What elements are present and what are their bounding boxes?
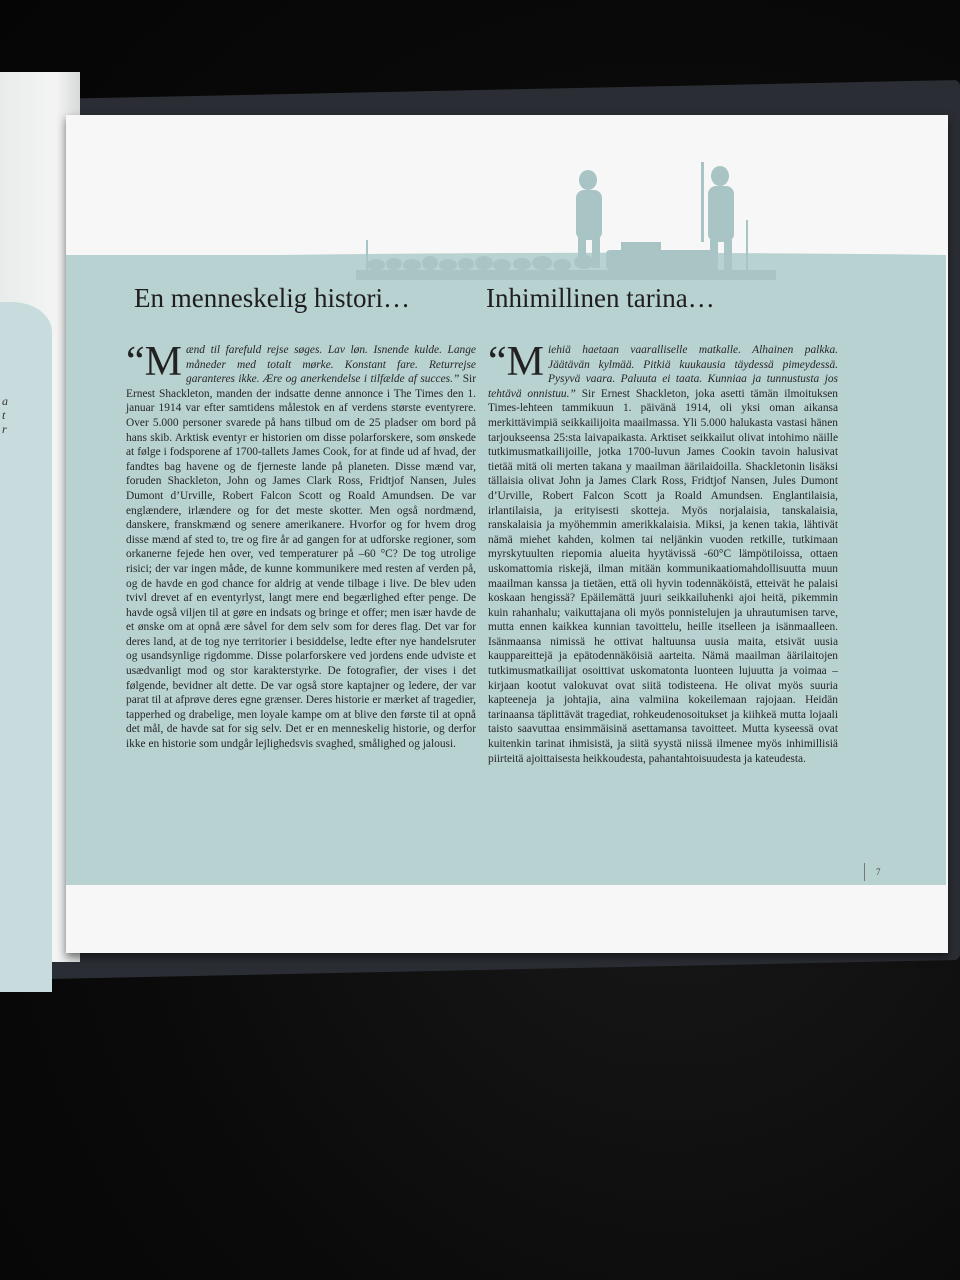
book-page <box>66 115 948 953</box>
page-number-divider <box>864 863 865 881</box>
danish-dropcap: “M <box>126 339 183 385</box>
heading-finnish: Inhimillinen tarina… <box>486 283 715 313</box>
danish-text-column <box>126 339 476 752</box>
left-page-text-fragment: t <box>2 408 6 422</box>
finnish-shackleton-quote: iehiä haetaan vaaralliselle matkalle. Alhainen palkka. Jäätävän kylmää. Pitkiä kuukausia täydessä pimeydessä. Pysyvä vaara. Paluuta ei taata. Kunniaa ja tunnustusta jos tehtävä onnistuu.” <box>488 344 838 400</box>
finnish-text-column <box>488 339 839 766</box>
heading-danish: En menneskelig histori… <box>134 283 410 313</box>
page-number: 7 <box>876 867 881 877</box>
danish-body-text: Sir Ernest Shackleton, manden der indsatte denne annonce i The Times den 1. januar 1914 var efter samtidens målestok en af verdens største eventyrere. Over 5.000 personer svarede på hans tilbud om de 25 pladser om bord på hans skib. Arktisk eventyr er historien om disse polarforskere, som ønskede at følge i fodsporene af 1700-tallets James Cook, for at finde ud af hvad, der fandtes bag havene og de fjerneste lande på planeten. Disse mænd var, foruden Shackleton, John og James Clark Ross, Fridtjof Nansen, Jules Dumont d’Urville, Robert Falcon Scott og Roald Amundsen. De var englændere, irlændere og for det meste skotter. Men også nordmænd, danskere, franskmænd og senere amerikanere. Hvorfor og for hvem drog disse mænd af sted to, tre og fire år ad gangen for at udforske regioner, som orkanerne fejede hen over, ved temperaturer på –60 °C? De tog utrolige risici; der var ingen måde, de kunne kommunikere med resten af verden på, og de havde en god chance for aldrig at vende tilbage i live. De blev uden tvivl drevet af en eventyrlyst, langt mere end begærlighed efter penge. De havde også viljen til at gøre en indsats og bringe et offer; men især havde de et ønske om at opnå ære såvel for dem selv som for deres flag. Det var for deres land, at de tog nye territorier i besiddelse, ledte efter nye handelsruter og usandsynlige rigdomme. Disse polarforskere ved jordens ende udviste et usædvanligt mod og stor karakterstyrke. De fotografier, der vises i det følgende, bevidner alt dette. De var også store kaptajner og ledere, der var parat til at afprøve deres egne grænser. Deres historie er mærket af tragedier, tapperhed og drabelige, men loyale kampe om at blive den første til at opnå det mål, de havde sat for sig selv. Det er en menneskelig historie, og derfor ikke en historie som undgår lejlighedsvis svaghed, smålighed og jalousi. <box>126 373 476 751</box>
finnish-body-text: Sir Ernest Shackleton, joka asetti tämän ilmoituksen Times-lehteen tammikuun 1. päivänä 1914, oli yksi oman aikansa merkittävimpiä seikkailijoita maailmassa. Yli 5.000 halukasta vastasi hänen tarjoukseensa 25:sta laivapaikasta. Arktiset seikkailut olivat intohimo näille tutkimusmatkailijoille, jotka 1700-luvun James Cookin tavoin halusivat tietää mitä oli merten takana y maailman äärilaidoilla. Shackletonin lisäksi tällaisia olivat John ja James Clark Ross, Fridtjof Nansen, Jules Dumont d’Urville, Robert Falcon Scott ja Roald Amundsen. Englantilaisia, irlantilaisia, ja erityisesti skotteja. Myös norjalaisia, tanskalaisia, ranskalaisia ja myöhemmin amerikkalaisia. Miksi, ja kenen takia, lähtivät nämä miehet kahden, kolmen tai neljänkin vuoden retkille, tutkimaan myrskytuulten riepomia alueita hyytävissä -60°C lämpötiloissa, ottaen uskomattomia riskejä, ilman mitään kommunikaatiomahdollisuutta muun maailman kanssa ja tietäen, että oli hyvin todennäköistä, etteivät he palaisi koskaan hengissä? Epäilemättä juuri seikkailuhenki ajoi heitä, pikemmin kuin rahanhalu; vaikuttajana oli myös ponnistelujen ja uhrautumisen tarve, mutta ennen kaikkea kunnian tavoittelu, heille itselleen ja isänmaalleen. Isänmaansa nimissä he ottivat haltuunsa uusia maita, etsivät uusia kauppareittejä ja epätodennäköisiä aarteita. Nämä maailman äärilaitojen tutkimusmatkailijat osoittivat uskomatonta luonteen lujuutta ja voimaa – kirjaan kootut valokuvat ovat siitä todisteena. He olivat myös suuria kapteeneja ja johtajia, aina valmiina kokeilemaan rajojaan. Heidän tarinaansa täplittävät tragediat, rohkeudenosoitukset ja kiihkeä mutta lojaali taisto saavuttaa ensimmäisinä asettamansa tavoitteet. Mutta kyseessä ovat kuitenkin tarinat ihmisistä, ja siitä syystä niissä ilmenee myös inhimillisiä piirteitä ajoittaisesta heikkoudesta, pahantahtoisuudesta ja kateudesta. <box>488 387 839 765</box>
left-page-text-fragment: a <box>2 394 8 408</box>
finnish-dropcap: “M <box>488 339 545 385</box>
danish-shackleton-quote: ænd til farefuld rejse søges. Lav løn. Isnende kulde. Lange måneder med totalt mørke. Konstant fare. Returrejse garanteres ikke. Ære og anerkendelse i tilfælde af succes.” <box>186 344 476 386</box>
expedition-silhouette-photo <box>356 150 776 280</box>
left-page-text-fragment: r <box>2 422 7 436</box>
